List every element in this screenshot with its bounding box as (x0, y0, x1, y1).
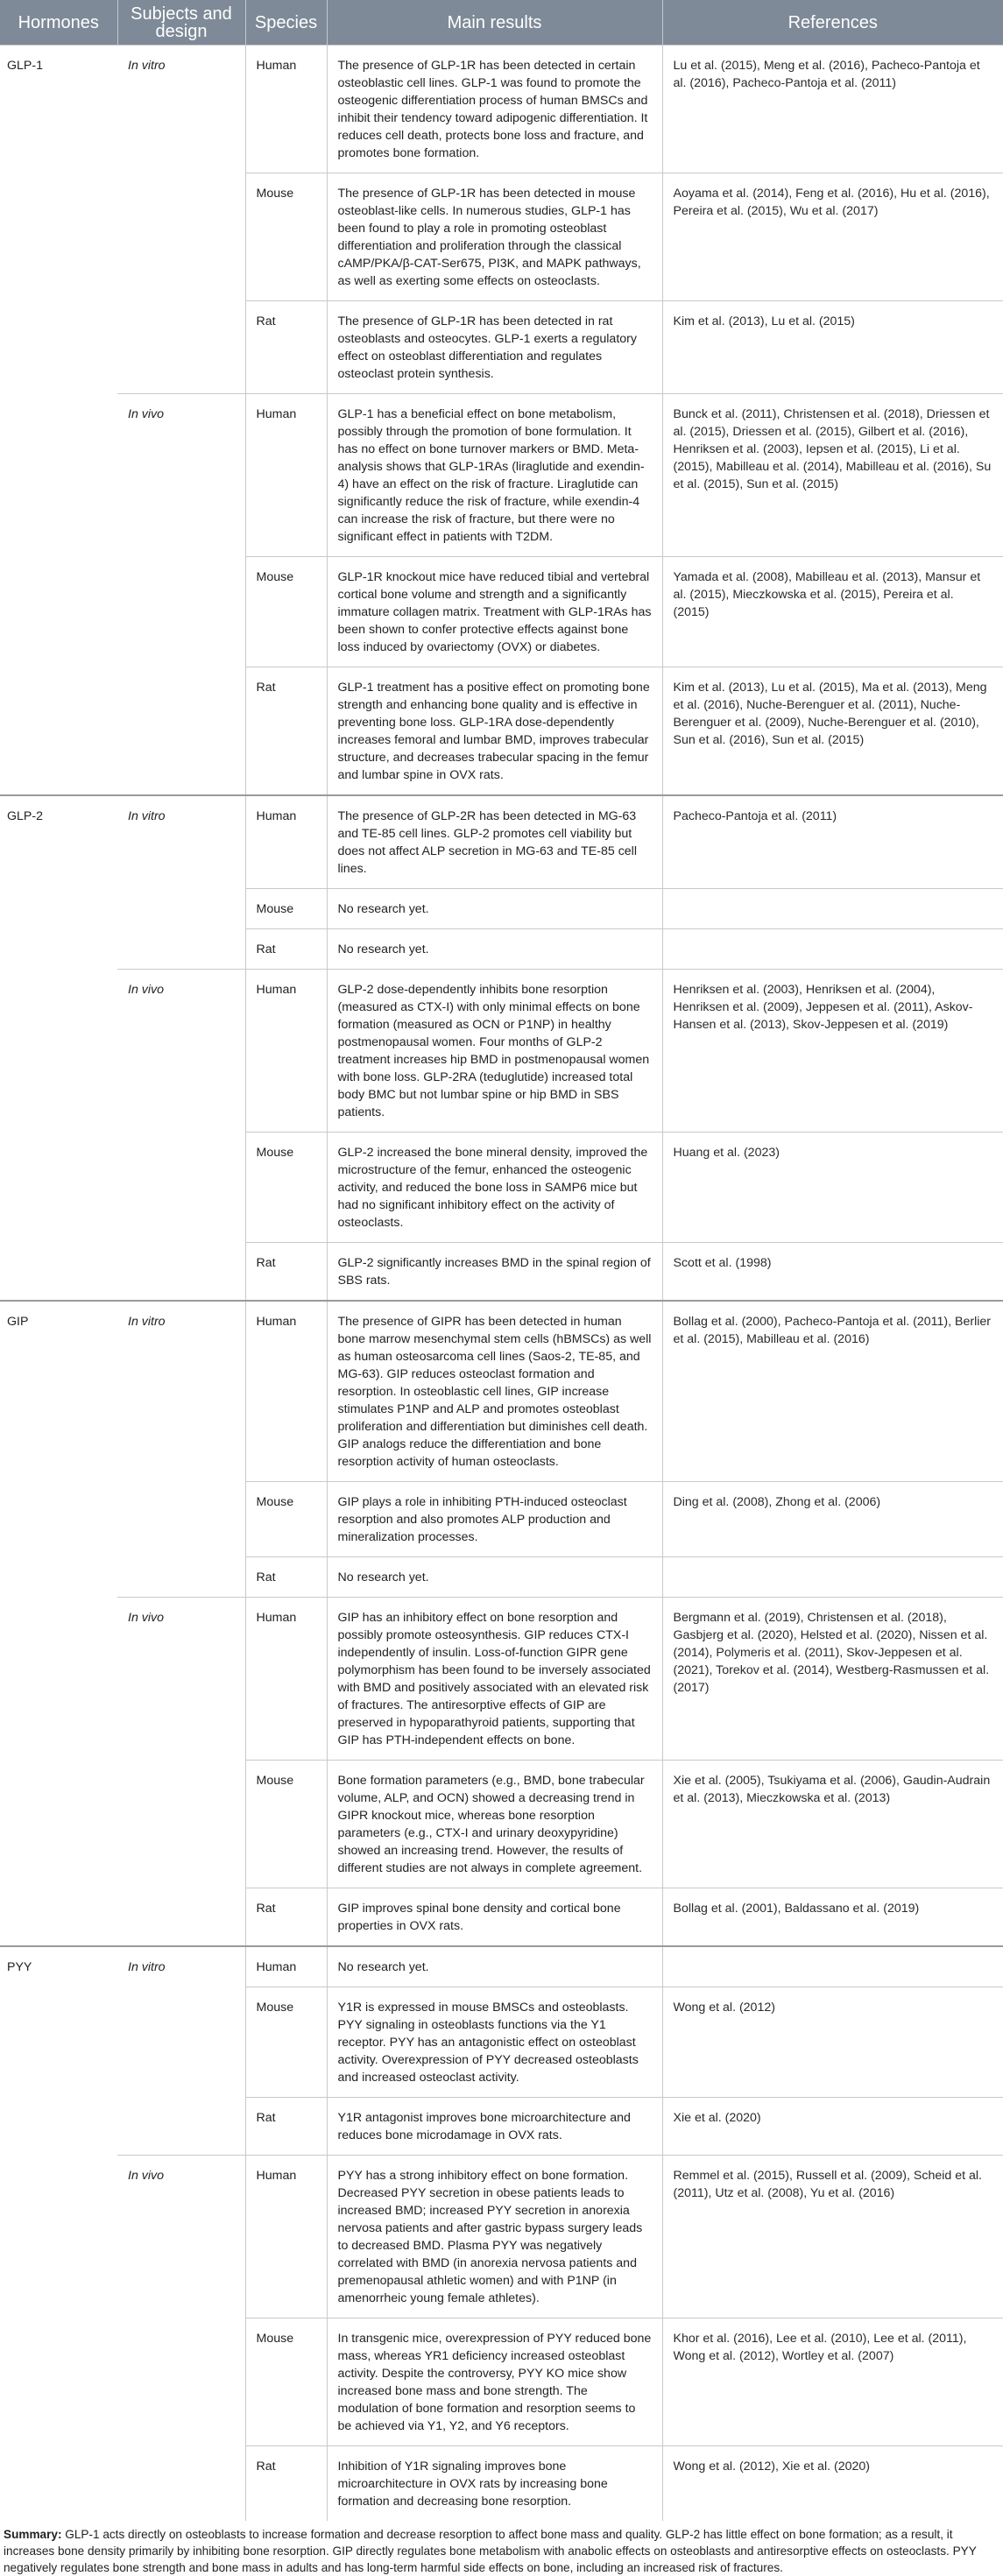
result-cell: Bone formation parameters (e.g., BMD, bone trabecular volume, ALP, and OCN) showed a decreasing trend in GIPR knockout mice, whereas bone resorption parameters (e.g., CTX-I and urinary deoxypyridine) showed an increasing trend. However, the results of different studies are not always in complete agreement. (327, 1761, 662, 1888)
summary-label: Summary: (4, 2528, 62, 2541)
result-cell: Y1R antagonist improves bone microarchitecture and reduces bone microdamage in OVX rats. (327, 2098, 662, 2156)
result-cell: GIP improves spinal bone density and cortical bone properties in OVX rats. (327, 1888, 662, 1947)
design-cell: In vitro (117, 1301, 245, 1598)
design-cell: In vivo (117, 1598, 245, 1947)
references-cell: Khor et al. (2016), Lee et al. (2010), Lee et al. (2011), Wong et al. (2012), Wortley et al. (2007) (662, 2318, 1003, 2446)
references-cell: Ding et al. (2008), Zhong et al. (2006) (662, 1482, 1003, 1557)
design-cell: In vitro (117, 795, 245, 970)
result-cell: No research yet. (327, 1557, 662, 1598)
species-cell: Human (245, 1598, 327, 1761)
references-cell: Wong et al. (2012), Xie et al. (2020) (662, 2446, 1003, 2522)
references-cell (662, 1557, 1003, 1598)
species-cell: Rat (245, 301, 327, 394)
table-row (0, 394, 1003, 557)
result-cell: The presence of GLP-2R has been detected in MG-63 and TE-85 cell lines. GLP-2 promotes cell viability but does not affect ALP secretion in MG-63 and TE-85 cell lines. (327, 795, 662, 889)
hormone-cell: GIP (0, 1301, 117, 1946)
result-cell: No research yet. (327, 889, 662, 929)
result-cell: The presence of GLP-1R has been detected in certain osteoblastic cell lines. GLP-1 was found to promote the osteogenic differentiation process of human BMSCs and inhibit their tendency toward adipogenic differentiation. It reduces cell death, protects bone loss and fracture, and promotes bone formation. (327, 46, 662, 173)
result-cell: In transgenic mice, overexpression of PYY reduced bone mass, whereas YR1 deficiency increased osteoblast activity. Despite the controversy, PYY KO mice show increased bone mass and bone strength. The modulation of bone formation and resorption seems to be achieved via Y1, Y2, and Y6 receptors. (327, 2318, 662, 2446)
table-row (0, 1598, 1003, 1761)
species-cell: Rat (245, 1888, 327, 1947)
result-cell: PYY has a strong inhibitory effect on bone formation. Decreased PYY secretion in obese patients leads to increased BMD; increased PYY secretion in anorexia nervosa patients and after gastric bypass surgery leads to decreased BMD. Plasma PYY was negatively correlated with BMD (in anorexia nervosa patients and premenopausal athletic women) and with P1NP (in amenorrheic young female athletes). (327, 2156, 662, 2318)
result-cell: GLP-1 has a beneficial effect on bone metabolism, possibly through the promotion of bone formulation. It has no effect on bone turnover markers or BMD. Meta-analysis shows that GLP-1RAs (liraglutide and exendin-4) have an effect on the risk of fracture. Liraglutide can significantly reduce the risk of fracture, while exendin-4 can increase the risk of fracture, but there were no significant effect in patients with T2DM. (327, 394, 662, 557)
design-cell: In vivo (117, 2156, 245, 2522)
references-cell: Aoyama et al. (2014), Feng et al. (2016), Hu et al. (2016), Pereira et al. (2015), Wu et al. (2017) (662, 173, 1003, 301)
design-cell: In vivo (117, 970, 245, 1302)
species-cell: Mouse (245, 2318, 327, 2446)
species-cell: Mouse (245, 557, 327, 667)
table-row (0, 970, 1003, 1133)
species-cell: Human (245, 2156, 327, 2318)
species-cell: Mouse (245, 889, 327, 929)
table-row (0, 46, 1003, 173)
table-row (0, 1301, 1003, 1482)
result-cell: The presence of GIPR has been detected in human bone marrow mesenchymal stem cells (hBMSCs) as well as human osteosarcoma cell lines (Saos-2, TE-85, and MG-63). GIP reduces osteoclast formation and resorption. In osteoblastic cell lines, GIP increase stimulates P1NP and ALP and promotes osteoblast proliferation and differentiation but diminishes cell death. GIP analogs reduce the differentiation and bone resorption activity of human osteoclasts. (327, 1301, 662, 1482)
references-cell: Remmel et al. (2015), Russell et al. (2009), Scheid et al. (2011), Utz et al. (2008), Yu et al. (2016) (662, 2156, 1003, 2318)
species-cell: Mouse (245, 173, 327, 301)
table-body (0, 46, 1003, 2522)
references-cell (662, 1946, 1003, 1987)
species-cell: Rat (245, 1243, 327, 1302)
hormone-cell: PYY (0, 1946, 117, 2521)
references-cell: Henriksen et al. (2003), Henriksen et al. (2004), Henriksen et al. (2009), Jeppesen et al. (2011), Askov-Hansen et al. (2013), Skov-Jeppesen et al. (2019) (662, 970, 1003, 1133)
species-cell: Rat (245, 667, 327, 796)
result-cell: GIP has an inhibitory effect on bone resorption and possibly promote osteosynthesis. GIP reduces CTX-I independently of insulin. Loss-of-function GIPR gene polymorphism has been found to be inversely associated with BMD and positively associated with an elevated risk of fractures. The antiresorptive effects of GIP are preserved in hypoparathyroid patients, supporting that GIP has PTH-independent effects on bone. (327, 1598, 662, 1761)
table-row (0, 1946, 1003, 1987)
species-cell: Rat (245, 1557, 327, 1598)
species-cell: Human (245, 394, 327, 557)
species-cell: Human (245, 46, 327, 173)
result-cell: The presence of GLP-1R has been detected in rat osteoblasts and osteocytes. GLP-1 exerts a regulatory effect on osteoblast differentiation and regulates osteoclast protein synthesis. (327, 301, 662, 394)
table-row (0, 795, 1003, 889)
table-header-row (0, 0, 1003, 46)
result-cell: GLP-2 dose-dependently inhibits bone resorption (measured as CTX-I) with only minimal effects on bone formation (measured as OCN or P1NP) in healthy postmenopausal women. Four months of GLP-2 treatment increases hip BMD in postmenopausal women with bone loss. GLP-2RA (teduglutide) increased total body BMC but not lumbar spine or hip BMD in SBS patients. (327, 970, 662, 1133)
species-cell: Rat (245, 2446, 327, 2522)
species-cell: Human (245, 1301, 327, 1482)
species-cell: Mouse (245, 1482, 327, 1557)
species-cell: Mouse (245, 1761, 327, 1888)
hormone-cell: GLP-1 (0, 46, 117, 796)
design-cell: In vitro (117, 1946, 245, 2156)
references-cell: Huang et al. (2023) (662, 1133, 1003, 1243)
species-cell: Human (245, 1946, 327, 1987)
header-references: References (662, 0, 1003, 46)
result-cell: GLP-1R knockout mice have reduced tibial and vertebral cortical bone volume and strength and a significantly immature collagen matrix. Treatment with GLP-1RAs has been shown to confer protective effects against bone loss induced by ovariectomy (OVX) or diabetes. (327, 557, 662, 667)
references-cell (662, 889, 1003, 929)
references-cell: Bergmann et al. (2019), Christensen et al. (2018), Gasbjerg et al. (2020), Helsted et al. (2020), Nissen et al. (2014), Polymeris et al. (2011), Skov-Jeppesen et al. (2021), Torekov et al. (2014), Westberg-Rasmussen et al. (2017) (662, 1598, 1003, 1761)
result-cell: GLP-2 increased the bone mineral density, improved the microstructure of the femur, enhanced the osteogenic activity, and reduced the bone loss in SAMP6 mice but had no significant inhibitory effect on the activity of osteoclasts. (327, 1133, 662, 1243)
result-cell: GLP-2 significantly increases BMD in the spinal region of SBS rats. (327, 1243, 662, 1302)
species-cell: Human (245, 970, 327, 1133)
species-cell: Mouse (245, 1133, 327, 1243)
result-cell: GLP-1 treatment has a positive effect on promoting bone strength and enhancing bone quality and is effective in preventing bone loss. GLP-1RA dose-dependently increases femoral and lumbar BMD, improves trabecular structure, and decreases trabecular spacing in the femur and lumbar spine in OVX rats. (327, 667, 662, 796)
result-cell: No research yet. (327, 1946, 662, 1987)
species-cell: Rat (245, 2098, 327, 2156)
references-cell: Lu et al. (2015), Meng et al. (2016), Pacheco-Pantoja et al. (2016), Pacheco-Pantoja et al. (2011) (662, 46, 1003, 173)
result-cell: The presence of GLP-1R has been detected in mouse osteoblast-like cells. In numerous studies, GLP-1 has been found to play a role in promoting osteoblast differentiation and proliferation through the classical cAMP/PKA/β-CAT-Ser675, PI3K, and MAPK pathways, as well as exerting some effects on osteoclasts. (327, 173, 662, 301)
table-row (0, 2156, 1003, 2318)
species-cell: Human (245, 795, 327, 889)
references-cell: Bollag et al. (2000), Pacheco-Pantoja et al. (2011), Berlier et al. (2015), Mabilleau et al. (2016) (662, 1301, 1003, 1482)
header-species: Species (245, 0, 327, 46)
table-summary (0, 2521, 1003, 2576)
header-subjects-design: Subjects and design (117, 0, 245, 46)
hormone-cell: GLP-2 (0, 795, 117, 1301)
references-cell: Kim et al. (2013), Lu et al. (2015), Ma et al. (2013), Meng et al. (2016), Nuche-Berenguer et al. (2011), Nuche-Berenguer et al. (2009), Nuche-Berenguer et al. (2010), Sun et al. (2016), Sun et al. (2015) (662, 667, 1003, 796)
result-cell: GIP plays a role in inhibiting PTH-induced osteoclast resorption and also promotes ALP production and mineralization processes. (327, 1482, 662, 1557)
references-cell: Xie et al. (2020) (662, 2098, 1003, 2156)
design-cell: In vitro (117, 46, 245, 394)
references-cell: Yamada et al. (2008), Mabilleau et al. (2013), Mansur et al. (2015), Mieczkowska et al. (2015), Pereira et al. (2015) (662, 557, 1003, 667)
references-cell: Scott et al. (1998) (662, 1243, 1003, 1302)
design-cell: In vivo (117, 394, 245, 796)
header-main-results: Main results (327, 0, 662, 46)
references-cell: Wong et al. (2012) (662, 1987, 1003, 2098)
result-cell: No research yet. (327, 929, 662, 970)
result-cell: Y1R is expressed in mouse BMSCs and osteoblasts. PYY signaling in osteoblasts functions via the Y1 receptor. PYY has an antagonistic effect on osteoblast activity. Overexpression of PYY decreased osteoblasts and increased osteoclast activity. (327, 1987, 662, 2098)
result-cell: Inhibition of Y1R signaling improves bone microarchitecture in OVX rats by increasing bone formation and decreasing bone resorption. (327, 2446, 662, 2522)
references-cell: Kim et al. (2013), Lu et al. (2015) (662, 301, 1003, 394)
header-hormones: Hormones (0, 0, 117, 46)
references-cell: Bollag et al. (2001), Baldassano et al. (2019) (662, 1888, 1003, 1947)
references-cell (662, 929, 1003, 970)
references-cell: Xie et al. (2005), Tsukiyama et al. (2006), Gaudin-Audrain et al. (2013), Mieczkowska et al. (2013) (662, 1761, 1003, 1888)
species-cell: Rat (245, 929, 327, 970)
references-cell: Pacheco-Pantoja et al. (2011) (662, 795, 1003, 889)
summary-text: GLP-1 acts directly on osteoblasts to increase formation and decrease resorption to affect bone mass and quality. GLP-2 has little effect on bone formation; as a result, it increases bone density primarily by inhibiting bone resorption. GIP directly regulates bone metabolism with anabolic effects on osteoblasts and antiresorptive effects on osteoclasts. PYY negatively regulates bone strength and bone mass in adults and has long-term harmful side effects on bone, including an increased risk of fractures. (4, 2528, 977, 2574)
species-cell: Mouse (245, 1987, 327, 2098)
references-cell: Bunck et al. (2011), Christensen et al. (2018), Driessen et al. (2015), Driessen et al. (2015), Gilbert et al. (2016), Henriksen et al. (2003), Iepsen et al. (2015), Li et al. (2015), Mabilleau et al. (2014), Mabilleau et al. (2016), Su et al. (2015), Sun et al. (2015) (662, 394, 1003, 557)
